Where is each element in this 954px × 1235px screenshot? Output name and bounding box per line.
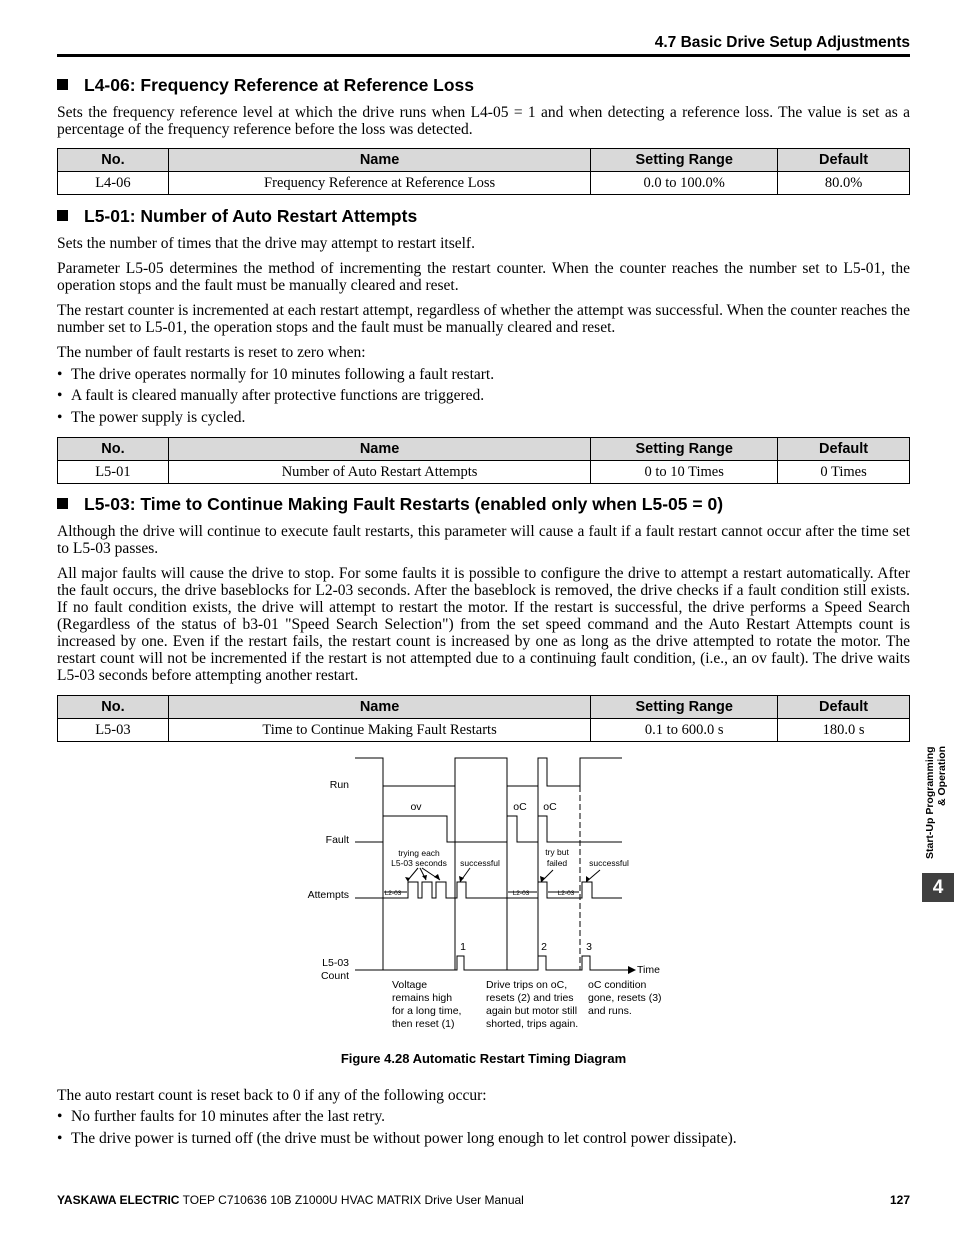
svg-text:try but: try but xyxy=(545,847,569,857)
list-item: • The drive power is turned off (the drive must be without power long enough to let control power dissipate). xyxy=(57,1130,737,1147)
table-row: L4-06 Frequency Reference at Reference Loss 0.0 to 100.0% 80.0% xyxy=(58,172,910,195)
svg-text:3: 3 xyxy=(586,941,592,953)
fault-label: Fault xyxy=(325,834,349,846)
count-label-1: L5-03 xyxy=(322,957,349,969)
l4-06-table xyxy=(57,148,910,195)
timing-diagram xyxy=(290,752,680,1042)
heading-bullet-icon xyxy=(57,210,68,221)
l5-03-table xyxy=(57,695,910,742)
svg-text:Drive trips on oC,: Drive trips on oC, xyxy=(486,979,568,991)
count-signal xyxy=(355,956,628,970)
chapter-tab: 4 xyxy=(922,873,954,902)
list-item: • A fault is cleared manually after protective functions are triggered. xyxy=(57,387,485,404)
table-row: L5-03 Time to Continue Making Fault Restarts 0.1 to 600.0 s 180.0 s xyxy=(58,719,910,742)
svg-text:Voltage: Voltage xyxy=(392,979,428,991)
svg-text:gone, resets (3): gone, resets (3) xyxy=(588,992,662,1004)
ov-label: ov xyxy=(410,801,422,813)
l5-03-para-1: Although the drive will continue to execute fault restarts, this parameter will cause a fault if a fault restart cannot occur after the time set to L5-03 passes. xyxy=(57,523,910,557)
running-header: 4.7 Basic Drive Setup Adjustments xyxy=(654,34,910,51)
oc-label: oC xyxy=(513,801,527,813)
page-number: 127 xyxy=(889,1193,910,1207)
footer-document: YASKAWA ELECTRIC TOEP C710636 10B Z1000U HVAC MATRIX Drive User Manual xyxy=(57,1193,524,1207)
svg-text:again but motor still: again but motor still xyxy=(486,1005,578,1017)
table-header-row: No. Name Setting Range Default xyxy=(58,696,910,719)
heading-l5-03: L5-03: Time to Continue Making Fault Restarts (enabled only when L5-05 = 0) xyxy=(57,494,723,515)
l5-03-para-2: All major faults will cause the drive to stop. For some faults it is possible to configure the drive to attempt a restart automatically. After the fault occurs, the drive baseblocks for L2-03 seconds. After the baseblock is removed, the drive checks if a fault condition still exists. If no fault condition exists, the drive will attempt to restart the motor. If the restart is successful, the drive performs a Speed Search (Regardless of the status of b3-01 "Speed Search Selection") from the set speed command and the Auto Restart Attempts count is increased by one. Even if the restart fails, the restart count is increased by one as long as the drive attempted to rotate the motor. The restart count will not be incremented if the restart is not attempted due to a continuing fault condition, (i.e., an ov fault). The drive waits L5-03 seconds before attempting another restart. xyxy=(57,565,910,684)
svg-text:and runs.: and runs. xyxy=(588,1005,632,1017)
svg-text:oC condition: oC condition xyxy=(588,979,647,991)
l5-01-table xyxy=(57,437,910,484)
list-item: • The power supply is cycled. xyxy=(57,409,246,426)
heading-bullet-icon xyxy=(57,79,68,90)
run-signal xyxy=(355,758,622,786)
attempts-label: Attempts xyxy=(307,889,349,901)
svg-text:L2-03: L2-03 xyxy=(384,890,402,897)
time-label: Time xyxy=(637,964,660,976)
table-row: L5-01 Number of Auto Restart Attempts 0 to 10 Times 0 Times xyxy=(58,461,910,484)
table-header-row: No. Name Setting Range Default xyxy=(58,438,910,461)
l5-01-para-4: The number of fault restarts is reset to zero when: xyxy=(57,344,366,361)
header-rule xyxy=(57,54,910,57)
svg-text:shorted, trips again.: shorted, trips again. xyxy=(486,1018,579,1030)
chapter-side-label: Start-Up Programming & Operation xyxy=(924,745,948,859)
heading-bullet-icon xyxy=(57,498,68,509)
l4-06-description: Sets the frequency reference level at which the drive runs when L4-05 = 1 and when detecting a reference loss. The value is set as a percentage of the frequency reference before the loss was detected. xyxy=(57,104,910,138)
svg-text:successful: successful xyxy=(589,858,629,868)
svg-text:remains high: remains high xyxy=(392,992,453,1004)
table-header-row: No. Name Setting Range Default xyxy=(58,149,910,172)
svg-text:trying each: trying each xyxy=(398,848,440,858)
svg-text:1: 1 xyxy=(460,941,466,953)
l5-01-para-2: Parameter L5-05 determines the method of incrementing the restart counter. When the counter reaches the number set to L5-01, the operation stops and the fault must be manually cleared and reset. xyxy=(57,260,910,294)
l5-01-para-1: Sets the number of times that the drive may attempt to restart itself. xyxy=(57,235,475,252)
svg-text:successful: successful xyxy=(460,858,500,868)
run-label: Run xyxy=(329,779,349,791)
svg-text:then reset (1): then reset (1) xyxy=(392,1018,455,1030)
time-arrow-icon xyxy=(628,966,636,974)
svg-text:L5-03 seconds: L5-03 seconds xyxy=(391,858,447,868)
reset-intro: The auto restart count is reset back to 0 if any of the following occur: xyxy=(57,1087,487,1104)
svg-text:L2-03: L2-03 xyxy=(512,890,530,897)
count-label-2: Count xyxy=(320,970,349,982)
fault-signal xyxy=(355,816,622,842)
svg-text:L2-03: L2-03 xyxy=(557,890,575,897)
heading-l5-01: L5-01: Number of Auto Restart Attempts xyxy=(57,206,417,227)
l5-01-para-3: The restart counter is incremented at each restart attempt, regardless of whether the attempt was successful. When the counter reaches the number set to L5-01, the operation stops and the fault must be manually cleared and reset. xyxy=(57,302,910,336)
list-item: • The drive operates normally for 10 minutes following a fault restart. xyxy=(57,366,495,383)
list-item: • No further faults for 10 minutes after the last retry. xyxy=(57,1108,386,1125)
svg-text:failed: failed xyxy=(546,858,568,868)
svg-text:for a long time,: for a long time, xyxy=(392,1005,462,1017)
oc-label: oC xyxy=(543,801,557,813)
svg-text:2: 2 xyxy=(541,941,547,953)
svg-text:resets (2) and tries: resets (2) and tries xyxy=(486,992,574,1004)
heading-l4-06: L4-06: Frequency Reference at Reference Loss xyxy=(57,75,474,96)
figure-caption: Figure 4.28 Automatic Restart Timing Diagram xyxy=(340,1051,627,1066)
